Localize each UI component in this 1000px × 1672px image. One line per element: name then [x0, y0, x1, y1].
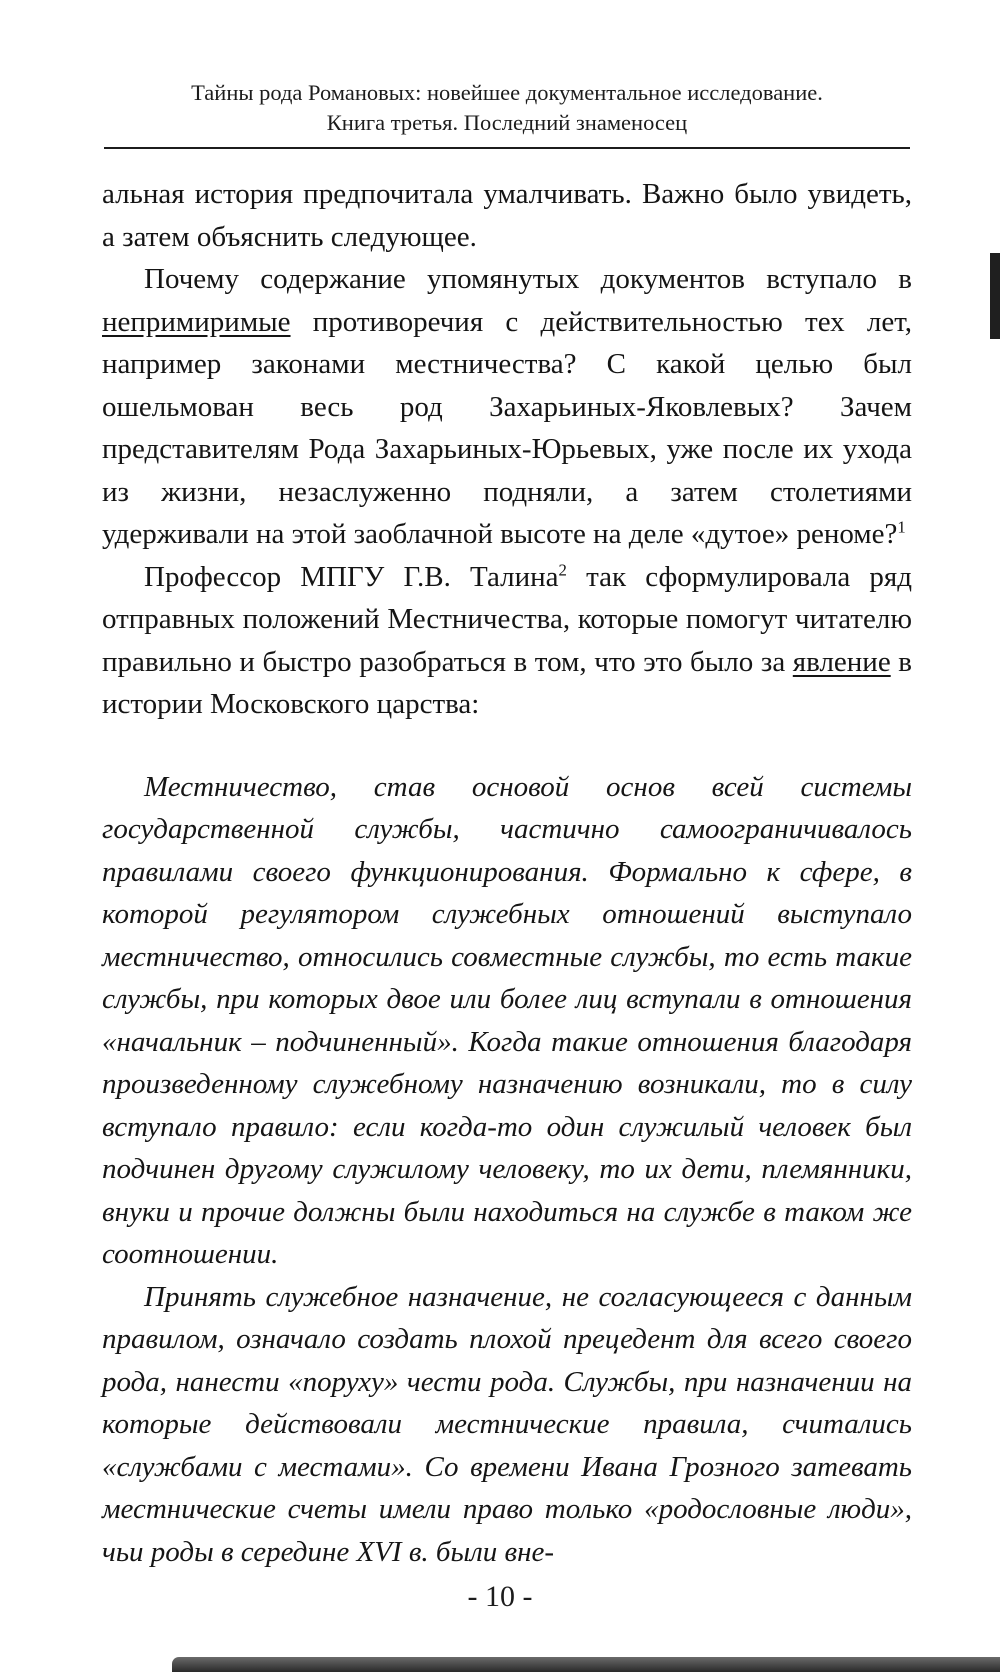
- running-header: [104, 78, 910, 149]
- text-run: Местничество, став основой основ всей системы государственной службы, частично самоограничивалось правилами своего функционирования. Формально к сфере, в которой регулятором служебных отношений выступало местничество, относились совместные службы, то есть такие службы, при которых двое или более лиц вступали в отношения «начальник – подчиненный». Когда такие отношения благодаря произведенному служебному назначению возникали, то в силу вступало правило: если когда-то один служилый человек был подчинен другому служилому человеку, то их дети, племянники, внуки и прочие должны были находиться на службе в таком же соотношении.: [102, 770, 912, 1270]
- running-header-line2: Книга третья. Последний знаменосец: [326, 110, 688, 135]
- text-run: альная история предпочитала умалчивать. Важно было увидеть, а затем объяснить следующее.: [102, 178, 912, 253]
- footnote-marker: 2: [558, 559, 567, 579]
- text-run: Принять служебное назначение, не согласующееся с данным правилом, означало создать плохой прецедент для всего своего рода, нанести «поруху» чести рода. Службы, при назначении на которые действовали местнические правила, считались «службами с местами». Со времени Ивана Грозного затевать местнические счеты имели право только «родословные люди», чьи роды в середине XVI в. были вне-: [102, 1280, 912, 1568]
- underlined-term: явление: [792, 645, 891, 678]
- paragraph: [102, 173, 912, 258]
- scan-artifact-bottom-edge: [172, 1657, 1000, 1672]
- running-header-line1: Тайны рода Романовых: новейшее документальное исследование.: [191, 80, 823, 105]
- page-number: - 10 -: [467, 1580, 533, 1613]
- text-run: противоречия с действительностью тех лет, например законами местничества? С какой целью был ошельмован весь род Захарьиных-Яковлевых? Зачем представителям Рода Захарьиных-Юрьевых, уже после их ухода из жизни, незаслуженно подняли, а затем столетиями удерживали на этой заоблачной высоте на деле «дутое» реноме?: [102, 305, 912, 550]
- footnote-marker: 1: [897, 517, 906, 537]
- text-run: в истории Московского царства:: [102, 645, 912, 720]
- scan-artifact-right-edge: [990, 253, 1000, 339]
- quote-paragraph: [102, 766, 912, 1276]
- quote-paragraph: [102, 1276, 912, 1574]
- text-run: Профессор МПГУ Г.В. Талина: [144, 560, 559, 593]
- body-text: [102, 173, 912, 1573]
- text-run: Почему содержание упомянутых документов вступало в: [144, 263, 912, 295]
- paragraph: [102, 258, 912, 556]
- underlined-term: непримиримые: [102, 305, 291, 338]
- text-run: так сформулировала ряд отправных положений Местничества, которые помогут читателю правильно и быстро разобраться в том, что это было за: [102, 560, 913, 678]
- paragraph: [102, 556, 912, 726]
